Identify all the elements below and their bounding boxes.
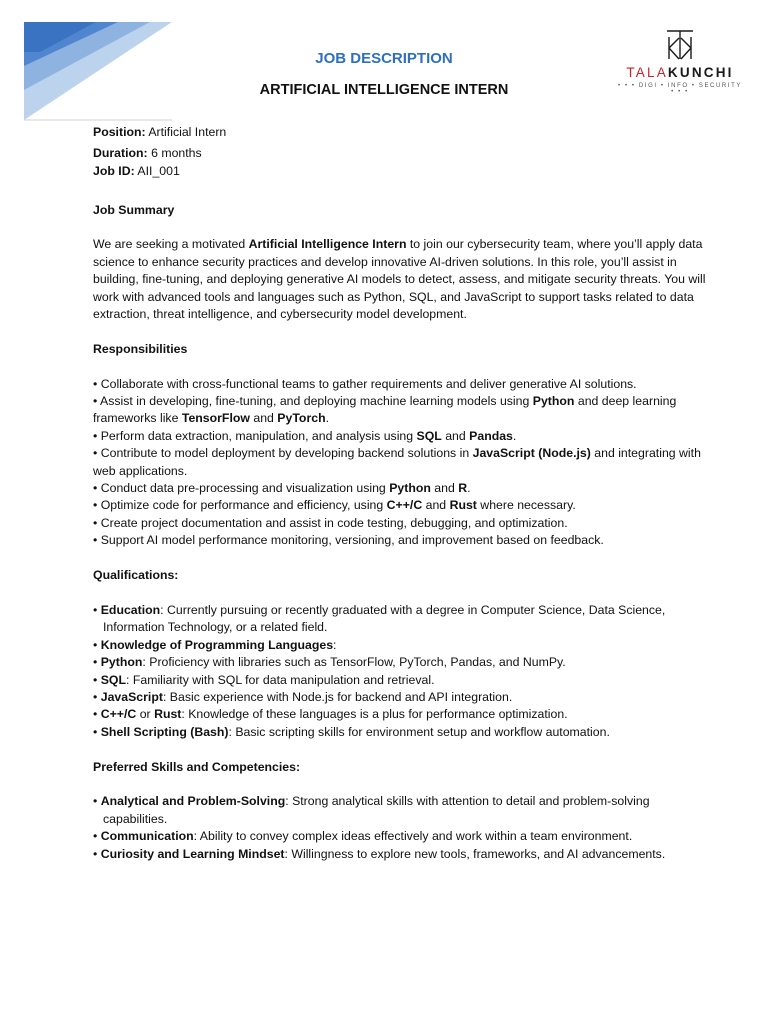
- bold-text: Shell Scripting (Bash): [100, 724, 229, 739]
- list-item-text: and: [430, 481, 459, 496]
- list-item-text: : Familiarity with SQL for data manipulation and retrieval.: [126, 672, 435, 687]
- list-item-text: : Basic experience with Node.js for backend and API integration.: [162, 689, 513, 704]
- bold-text: Curiosity and Learning Mindset: [100, 846, 285, 861]
- bold-text: Python: [389, 481, 431, 496]
- list-item: [93, 689, 708, 706]
- list-item-text: and: [422, 498, 450, 513]
- list-item: [93, 793, 708, 828]
- list-item: [93, 654, 708, 671]
- list-item: [93, 515, 708, 532]
- list-item-text: • Assist in developing, fine-tuning, and deploying machine learning models using: [93, 394, 533, 409]
- list-item-text: : Knowledge of these languages is a plus for performance optimization.: [181, 707, 568, 722]
- bold-text: Analytical and Problem-Solving: [100, 794, 286, 809]
- list-item-text: : Ability to convey complex ideas effectively and work within a team environment.: [193, 829, 633, 844]
- logo-wordmark: TALAKUNCHI: [626, 65, 734, 80]
- logo-tagline: • • • DIGI • INFO • SECURITY • • •: [618, 83, 742, 95]
- bold-text: SQL: [100, 672, 127, 687]
- list-item: [93, 376, 708, 393]
- list-item-text: •: [93, 724, 101, 739]
- list-item: [93, 602, 708, 637]
- list-item: [93, 532, 708, 549]
- page-title: JOB DESCRIPTION: [315, 50, 453, 67]
- list-item-text: .: [325, 411, 330, 426]
- section-heading-responsibilities: Responsibilities: [93, 341, 188, 356]
- bold-text: Education: [100, 602, 161, 617]
- list-item-text: •: [93, 655, 101, 670]
- list-item: [93, 637, 708, 654]
- list-item-text: • Contribute to model deployment by developing backend solutions in: [93, 446, 473, 461]
- list-item-text: : Currently pursuing or recently graduated with a degree in Computer Science, Data Science, Information Technology, or a related field.: [103, 602, 666, 635]
- job-id-line: Job ID: AII_001: [93, 163, 180, 178]
- list-item-text: and deep learning frameworks like: [93, 394, 677, 426]
- list-item: [93, 724, 708, 741]
- bold-text: JavaScript (Node.js): [472, 446, 591, 461]
- list-item-text: •: [93, 846, 101, 861]
- list-item-text: •: [93, 672, 101, 687]
- qualifications-list: [93, 602, 708, 741]
- list-item-text: : Basic scripting skills for environment setup and workflow automation.: [228, 724, 610, 739]
- section-heading-skills: Preferred Skills and Competencies:: [93, 759, 301, 774]
- list-item-text: • Create project documentation and assist in code testing, debugging, and optimization.: [93, 515, 568, 530]
- company-logo: [615, 28, 745, 95]
- list-item-text: • Optimize code for performance and efficiency, using: [93, 498, 387, 513]
- list-item: [93, 706, 708, 723]
- skills-list: [93, 793, 708, 863]
- list-item-text: or: [136, 707, 155, 722]
- list-item-text: :: [333, 637, 337, 652]
- list-item: [93, 480, 708, 497]
- list-item-text: : Willingness to explore new tools, frameworks, and AI advancements.: [284, 846, 666, 861]
- bold-text: Rust: [449, 498, 477, 513]
- list-item-text: : Strong analytical skills with attention to detail and problem-solving capabilities.: [103, 794, 650, 826]
- list-item-text: •: [93, 689, 101, 704]
- list-item-text: • Perform data extraction, manipulation, and analysis using: [93, 428, 417, 443]
- list-item-text: and integrating with web applications.: [93, 446, 701, 478]
- list-item: [93, 497, 708, 514]
- list-item-text: where necessary.: [476, 498, 576, 513]
- position-line: Position: Artificial Intern: [93, 125, 227, 139]
- list-item-text: .: [512, 428, 517, 443]
- logo-mark-icon: [655, 28, 705, 62]
- list-item: [93, 846, 708, 863]
- page-subtitle: ARTIFICIAL INTELLIGENCE INTERN: [259, 82, 509, 98]
- duration-line: Duration: 6 months: [93, 146, 202, 161]
- list-item-text: •: [93, 707, 101, 722]
- document-body: [93, 124, 708, 863]
- list-item-text: and: [249, 411, 278, 426]
- bold-text: C++/C: [386, 498, 423, 513]
- list-item: [93, 672, 708, 689]
- bold-text: JavaScript: [100, 689, 163, 704]
- bold-text: Python: [100, 655, 143, 670]
- bold-text: C++/C: [100, 707, 137, 722]
- list-item: [93, 445, 708, 480]
- responsibilities-list: [93, 376, 708, 550]
- list-item-text: •: [93, 829, 101, 844]
- section-heading-summary: Job Summary: [93, 202, 175, 217]
- list-item: [93, 828, 708, 845]
- list-item-text: • Support AI model performance monitoring, versioning, and improvement based on feedback.: [93, 533, 604, 548]
- bold-text: Knowledge of Programming Languages: [100, 637, 334, 652]
- list-item-text: • Collaborate with cross-functional teams to gather requirements and deliver generative AI solutions.: [93, 376, 637, 391]
- bold-text: Communication: [100, 829, 194, 844]
- bold-text: Python: [532, 394, 575, 409]
- list-item-text: •: [93, 794, 101, 809]
- bold-text: Rust: [154, 707, 182, 722]
- bold-text: R: [458, 481, 468, 496]
- list-item-text: • Conduct data pre-processing and visualization using: [93, 481, 390, 496]
- bold-text: SQL: [416, 428, 442, 443]
- summary-paragraph: We are seeking a motivated Artificial Intelligence Intern to join our cybersecurity team, where you’ll apply data science to enhance security practices and develop innovative AI-driven solutions. In this role, you’ll assist in building, fine-tuning, and deploying generative AI models to detect, assess, and mitigate security threats. You will work with advanced tools and languages such as Python, SQL, and JavaScript to support tasks related to data extraction, threat intelligence, and cybersecurity model development.: [93, 237, 706, 322]
- list-item-text: •: [93, 637, 101, 652]
- bold-text: TensorFlow: [181, 411, 250, 426]
- section-heading-qualifications: Qualifications:: [93, 568, 179, 583]
- list-item-text: •: [93, 602, 101, 617]
- list-item: [93, 428, 708, 445]
- list-item-text: and: [441, 428, 470, 443]
- list-item-text: : Proficiency with libraries such as TensorFlow, PyTorch, Pandas, and NumPy.: [142, 655, 566, 670]
- bold-text: Pandas: [469, 428, 513, 443]
- list-item: [93, 393, 708, 428]
- list-item-text: .: [467, 481, 471, 496]
- bold-text: PyTorch: [277, 411, 326, 426]
